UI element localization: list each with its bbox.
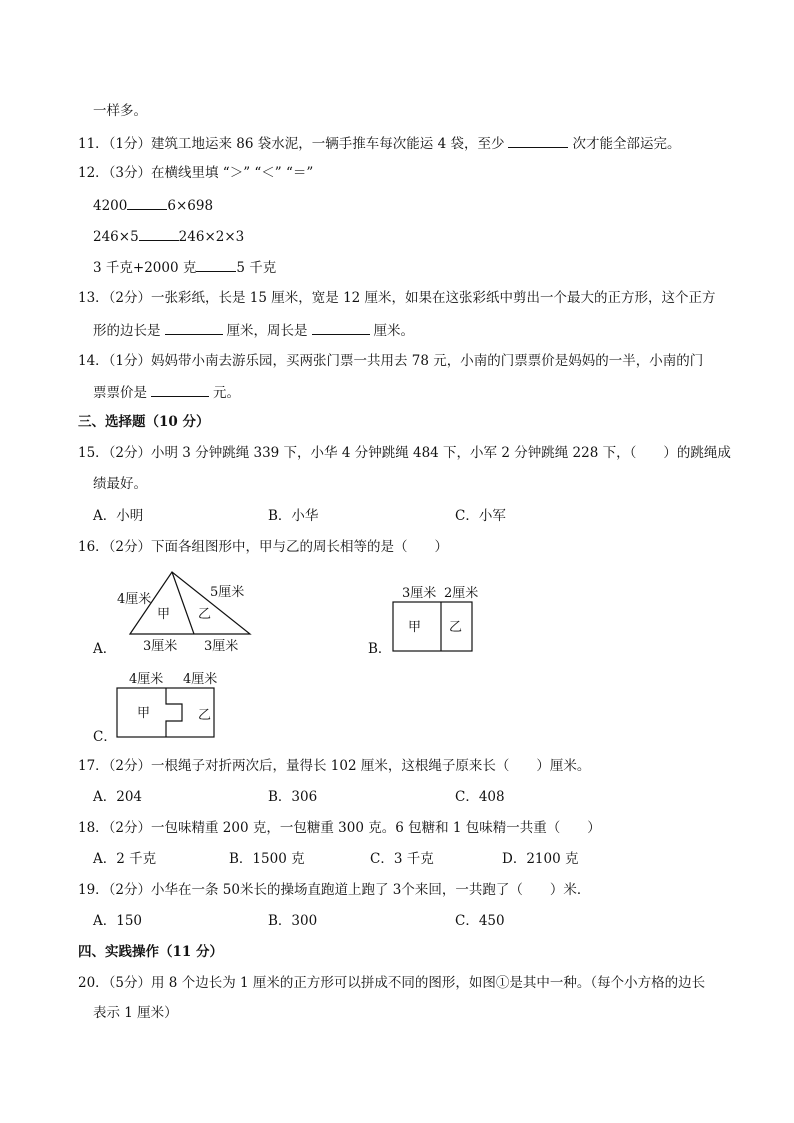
q15-line2: 绩最好。 [93, 476, 147, 492]
q15-option-a[interactable]: A．小明 [93, 508, 144, 524]
q13-line2 [93, 320, 414, 340]
q17-option-b[interactable]: B．306 [268, 789, 318, 805]
fig-c-jia: 甲 [137, 706, 151, 721]
notched-divider [166, 688, 182, 737]
q14-blank[interactable] [151, 382, 209, 397]
fig-a-base1: 3厘米 [143, 639, 178, 654]
q16-option-a-label[interactable]: A． [93, 641, 117, 657]
q18-option-d[interactable]: D．2100 克 [502, 851, 579, 867]
q17-stem: 17．（2分）一根绳子对折两次后，量得长 102 厘米，这根绳子原来长（ ）厘米。 [78, 758, 591, 774]
fig-a-right-side: 5厘米 [210, 585, 245, 600]
question-11 [78, 133, 680, 153]
q20-line2: 表示 1 厘米） [93, 1005, 178, 1021]
q12-row2-right: 246×2×3 [178, 229, 245, 245]
fig-a-yi: 乙 [198, 607, 212, 622]
fig-b-top1: 3厘米 [402, 586, 437, 601]
q11-text: 11．（1分）建筑工地运来 86 袋水泥，一辆手推车每次能运 4 袋，至少 [78, 136, 505, 152]
q14-line1: 14．（1分）妈妈带小南去游乐园，买两张门票一共用去 78 元，小南的门票票价是妈妈的一半，小南的门 [78, 353, 704, 369]
q16-figure-c [112, 668, 228, 742]
q19-stem: 19．（2分）小华在一条 50米长的操场直跑道上跑了 3个来回，一共跑了（ ）米． [78, 882, 591, 898]
q18-option-c[interactable]: C．3 千克 [370, 851, 434, 867]
q13-line1: 13．（2分）一张彩纸，长是 15 厘米，宽是 12 厘米，如果在这张彩纸中剪出一个最大的正方形，这个正方 [78, 290, 716, 306]
q20-line1: 20．（5分）用 8 个边长为 1 厘米的正方形可以拼成不同的图形，如图①是其中一种。（每个小方格的边长 [78, 975, 706, 991]
q10-tail: 一样多。 [93, 103, 147, 119]
q19-option-c[interactable]: C．450 [455, 913, 505, 929]
q12-row2 [93, 226, 244, 246]
fig-b-top2: 2厘米 [444, 586, 479, 601]
q16-figure-b [390, 582, 500, 654]
q13-blank-perimeter[interactable] [312, 320, 370, 335]
q17-option-c[interactable]: C．408 [455, 789, 505, 805]
section-4-heading: 四、实践操作（11 分） [78, 944, 223, 960]
q16-option-c-label[interactable]: C． [93, 729, 117, 745]
q12-row3-blank[interactable] [196, 257, 236, 272]
fig-a-base2: 3厘米 [204, 639, 239, 654]
q13-text-c: 厘米。 [373, 323, 414, 339]
fig-c-yi: 乙 [198, 708, 212, 723]
fig-b-yi: 乙 [449, 620, 463, 635]
q12-row1-left: 4200 [93, 198, 128, 214]
q16-option-b-label[interactable]: B． [368, 641, 392, 657]
q14-line2 [93, 382, 240, 402]
fig-a-jia: 甲 [157, 607, 171, 622]
section-3-heading: 三、选择题（10 分） [78, 414, 210, 430]
q12-row3-right: 5 千克 [236, 260, 277, 276]
q18-stem: 18．（2分）一包味精重 200 克，一包糖重 300 克。6 包糖和 1 包味精一共重（ ） [78, 820, 601, 836]
q18-option-b[interactable]: B．1500 克 [229, 851, 305, 867]
q12-row1-blank[interactable] [127, 195, 167, 210]
q11-text-end: 次才能全部运完。 [572, 136, 681, 152]
q12-stem: 12．（3分）在横线里填 “＞” “＜” “＝” [78, 165, 314, 181]
q11-blank[interactable] [508, 133, 568, 148]
q12-row2-left: 246×5 [93, 229, 139, 245]
q13-blank-side[interactable] [165, 320, 223, 335]
q19-option-b[interactable]: B．300 [268, 913, 318, 929]
q17-option-a[interactable]: A．204 [93, 789, 143, 805]
q12-row1-right: 6×698 [167, 198, 214, 214]
fig-c-top2: 4厘米 [183, 672, 218, 687]
q16-stem: 16．（2分）下面各组图形中，甲与乙的周长相等的是（ ） [78, 539, 449, 555]
q12-row3-left: 3 千克+2000 克 [93, 260, 197, 276]
q14-text-b: 元。 [213, 385, 240, 401]
q13-text-b: 厘米，周长是 [226, 323, 308, 339]
q15-option-b[interactable]: B．小华 [268, 508, 319, 524]
q15-option-c[interactable]: C．小军 [455, 508, 506, 524]
fig-c-top1: 4厘米 [129, 672, 164, 687]
q13-text-a: 形的边长是 [93, 323, 161, 339]
q12-row2-blank[interactable] [139, 226, 179, 241]
q16-figure-a [110, 568, 270, 660]
q12-row3 [93, 257, 276, 277]
fig-a-left-side: 4厘米 [117, 592, 152, 607]
fig-b-jia: 甲 [408, 620, 422, 635]
q12-row1 [93, 195, 213, 215]
q18-option-a[interactable]: A．2 千克 [93, 851, 157, 867]
q19-option-a[interactable]: A．150 [93, 913, 143, 929]
q15-line1: 15．（2分）小明 3 分钟跳绳 339 下，小华 4 分钟跳绳 484 下，小军 2 分钟跳绳 228 下，（ ）的跳绳成 [78, 445, 731, 461]
q14-text-a: 票票价是 [93, 385, 147, 401]
